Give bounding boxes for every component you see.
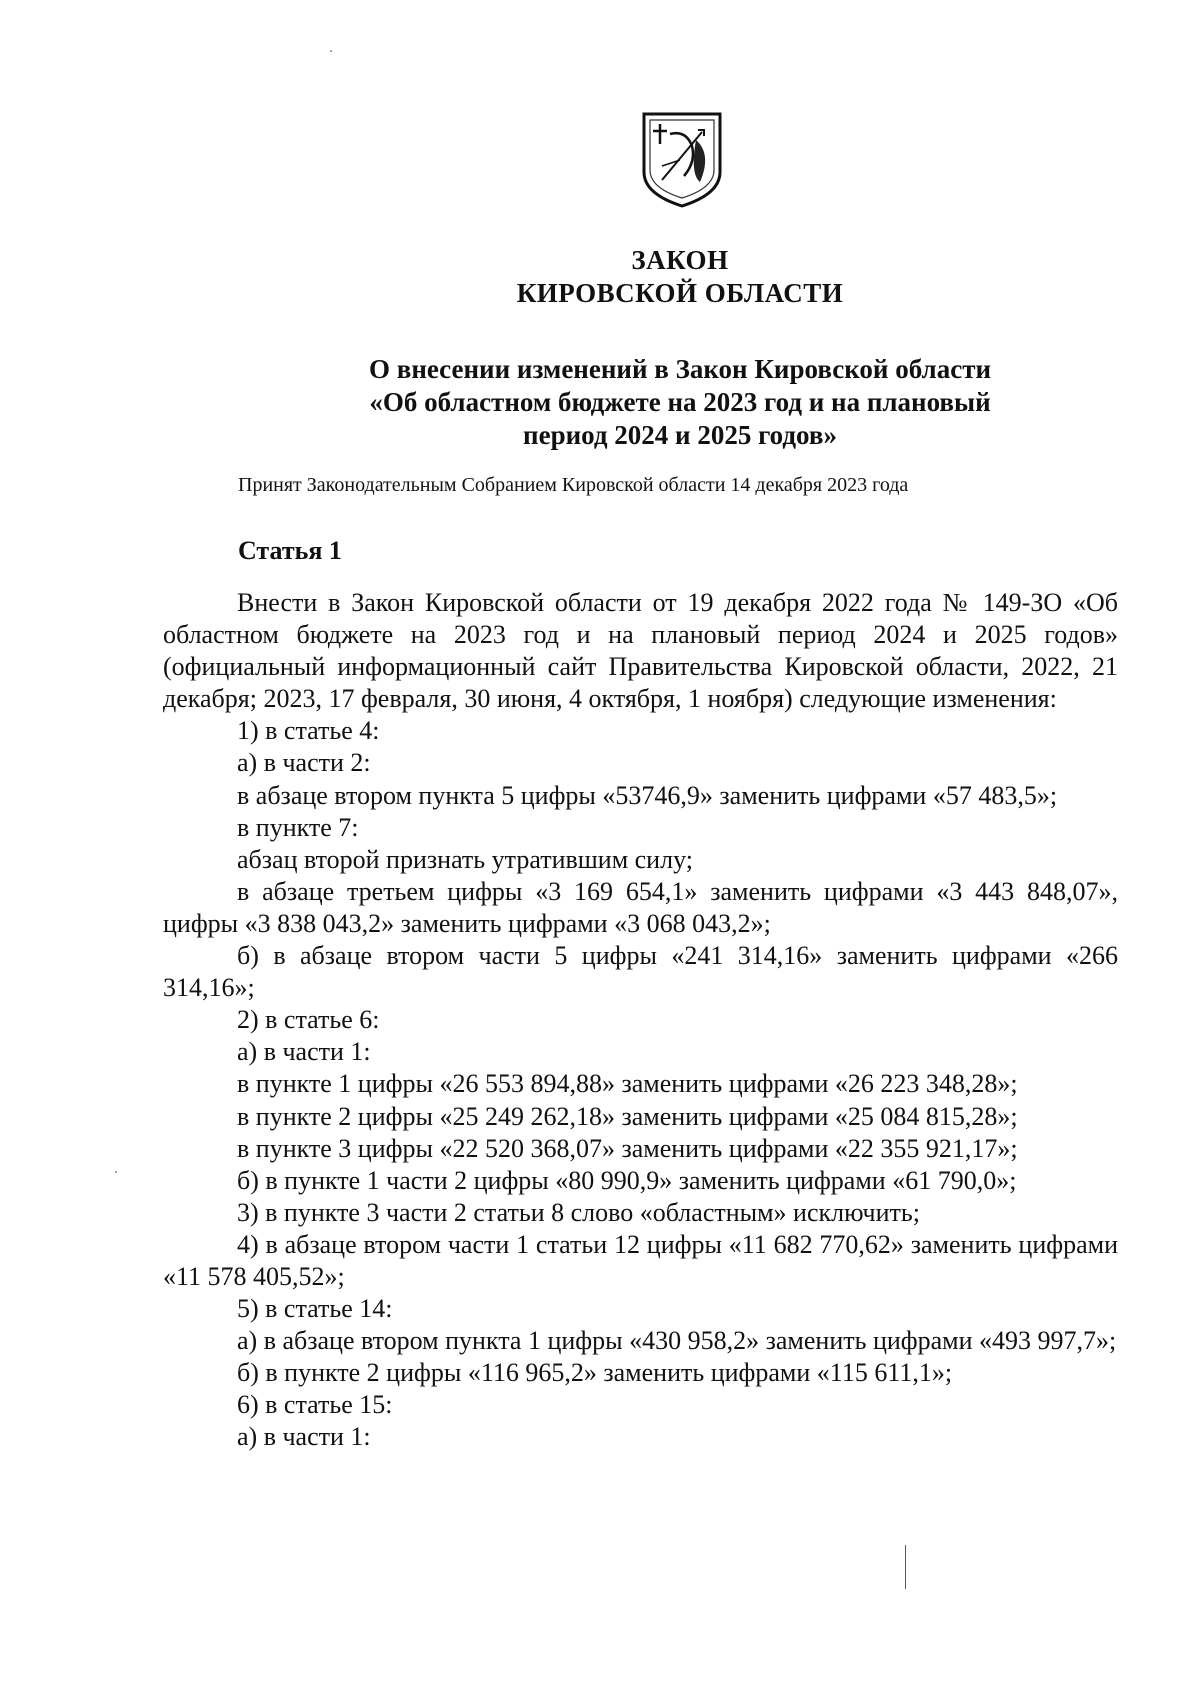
subtitle-line-2: «Об областном бюджете на 2023 год и на плановый [369, 387, 991, 417]
paragraph: а) в части 1: [237, 1037, 371, 1067]
paragraph: 2) в статье 6: [237, 1005, 380, 1035]
article-body [163, 587, 1118, 1454]
paragraph: 6) в статье 15: [237, 1390, 393, 1420]
paragraph: а) в части 1: [237, 1422, 371, 1452]
adoption-note: Принят Законодательным Собранием Кировской области 14 декабря 2023 года [238, 474, 909, 496]
article-heading: Статья 1 [238, 536, 342, 565]
paragraph: а) в части 2: [237, 748, 371, 778]
paragraph: 1) в статье 4: [237, 716, 380, 746]
paragraph: 3) в пункте 3 части 2 статьи 8 слово «областным» исключить; [237, 1197, 920, 1227]
coat-of-arms-icon [640, 110, 724, 210]
paragraph: абзац второй признать утратившим силу; [237, 844, 693, 874]
paragraph: б) в пункте 2 цифры «116 965,2» заменить цифрами «115 611,1»; [237, 1358, 953, 1388]
paragraph: в абзаце втором пункта 5 цифры «53746,9» заменить цифрами «57 483,5»; [237, 780, 1058, 810]
scan-speck [115, 1171, 117, 1173]
paragraph: б) в абзаце втором части 5 цифры «241 314,16» заменить цифрами «266 314,16»; [163, 941, 1118, 1003]
paragraph: в пункте 3 цифры «22 520 368,07» заменить цифрами «22 355 921,17»; [237, 1133, 1018, 1163]
paragraph: Внести в Закон Кировской области от 19 декабря 2022 года № 149-ЗО «Об областном бюджете на 2023 год и на плановый период 2024 и 2025 годов» (официальный информационный сайт Правительства Кировской области, 2022, 21 декабря; 2023, 17 февраля, 30 июня, 4 октября, 1 ноября) следующие изменения: [163, 588, 1118, 714]
law-title: ЗАКОН [631, 245, 729, 275]
paragraph: 5) в статье 14: [237, 1294, 393, 1324]
region-title: КИРОВСКОЙ ОБЛАСТИ [516, 278, 844, 308]
paragraph: в абзаце третьем цифры «3 169 654,1» заменить цифрами «3 443 848,07», цифры «3 838 043,2» заменить цифрами «3 068 043,2»; [163, 876, 1118, 938]
paragraph: 4) в абзаце втором части 1 статьи 12 цифры «11 682 770,62» заменить цифрами «11 578 405,52»; [163, 1229, 1118, 1291]
paragraph: а) в абзаце втором пункта 1 цифры «430 958,2» заменить цифрами «493 997,7»; [237, 1326, 1117, 1356]
paragraph: б) в пункте 1 части 2 цифры «80 990,9» заменить цифрами «61 790,0»; [237, 1165, 1017, 1195]
subtitle-line-3: период 2024 и 2025 годов» [523, 420, 837, 450]
scan-speck [330, 50, 332, 52]
paragraph: в пункте 7: [237, 812, 359, 842]
scan-mark [905, 1545, 906, 1589]
paragraph: в пункте 1 цифры «26 553 894,88» заменить цифрами «26 223 348,28»; [237, 1069, 1018, 1099]
subtitle-line-1: О внесении изменений в Закон Кировской области [368, 354, 992, 384]
paragraph: в пункте 2 цифры «25 249 262,18» заменить цифрами «25 084 815,28»; [237, 1101, 1018, 1131]
